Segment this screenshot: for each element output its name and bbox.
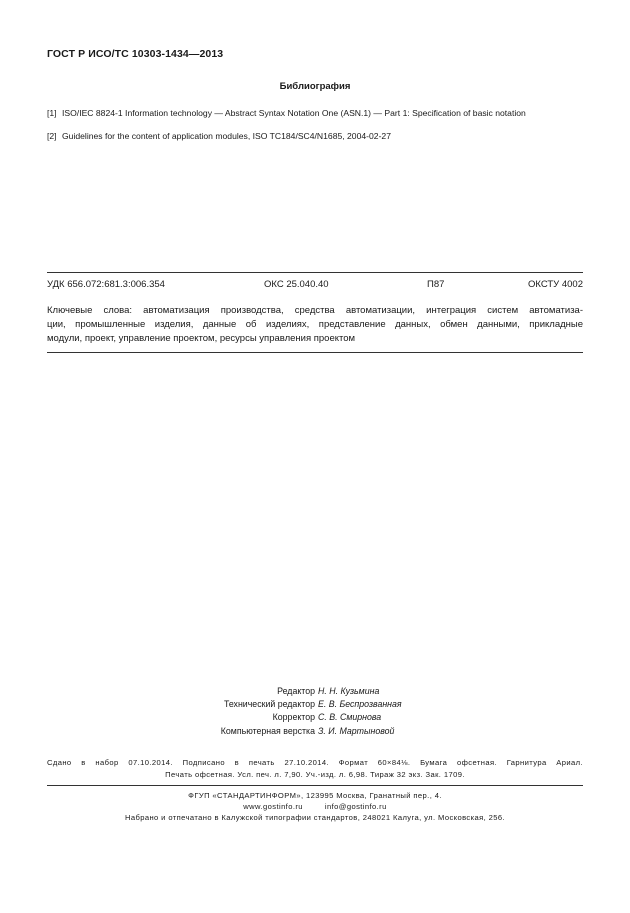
keywords-line: Ключевые слова: автоматизация производства, средства автоматизации, интеграция систем автоматиза- (47, 305, 583, 316)
publisher-contacts (243, 801, 386, 812)
editors-block (0, 685, 630, 738)
oks-code: ОКС 25.040.40 (264, 279, 329, 290)
publisher-address: ФГУП «СТАНДАРТИНФОРМ», 123995 Москва, Гранатный пер., 4. (188, 791, 442, 800)
bibliography-title: Библиография (279, 81, 351, 92)
bibliography-item-text: Guidelines for the content of application modules, ISO TC184/SC4/N1685, 2004-02-27 (62, 131, 391, 141)
publisher-email-link[interactable]: info@gostinfo.ru (324, 802, 387, 811)
editor-name: Е. В. Беспрозванная (318, 699, 402, 710)
editor-row (0, 698, 630, 711)
editor-row (0, 725, 630, 738)
divider-top (47, 272, 583, 273)
editor-name: З. И. Мартыновой (318, 725, 395, 736)
editor-row (0, 711, 630, 724)
keywords-line: ции, промышленные изделия, данные об изделиях, представление данных, обмен данными, прикладные (47, 319, 583, 330)
printing-house: Набрано и отпечатано в Калужской типографии стандартов, 248021 Калуга, ул. Московская, 256. (124, 813, 506, 822)
group-code: П87 (427, 279, 445, 290)
editor-role: Компьютерная верстка (220, 725, 315, 736)
editor-role: Технический редактор (223, 699, 315, 710)
classification-codes (47, 279, 583, 293)
print-imprint (47, 757, 583, 781)
okstu-code: ОКСТУ 4002 (528, 279, 583, 290)
keywords-block (47, 304, 583, 346)
editor-role: Корректор (272, 712, 315, 723)
imprint-line: Печать офсетная. Усл. печ. л. 7,90. Уч.-изд. л. 6,98. Тираж 32 экз. Зак. 1709. (165, 770, 465, 779)
imprint-line: Сдано в набор 07.10.2014. Подписано в печать 27.10.2014. Формат 60×84⅛. Бумага офсетная. Гарнитура Ариал. (47, 758, 583, 767)
publisher-website-link[interactable]: www.gostinfo.ru (243, 802, 303, 811)
bibliography-item (47, 131, 583, 142)
standard-header: ГОСТ Р ИСО/ТС 10303-1434—2013 (47, 48, 224, 60)
bibliography-item-number: [2] (47, 131, 57, 141)
editor-role: Редактор (277, 686, 315, 696)
bibliography-item-number: [1] (47, 108, 57, 118)
bibliography-item (47, 108, 583, 119)
editor-row (0, 685, 630, 698)
udk-code: УДК 656.072:681.3:006.354 (47, 279, 165, 290)
bibliography-item-text: ISO/IEC 8824-1 Information technology — Abstract Syntax Notation One (ASN.1) — Part 1: Specification of basic notation (62, 108, 526, 118)
keywords-line: модули, проект, управление проектом, ресурсы управления проектом (47, 333, 356, 344)
divider-imprint (47, 785, 583, 786)
publisher-block (0, 790, 630, 823)
editor-name: С. В. Смирнова (318, 712, 382, 723)
editor-name: Н. Н. Кузьмина (318, 686, 380, 696)
divider-bottom (47, 352, 583, 353)
